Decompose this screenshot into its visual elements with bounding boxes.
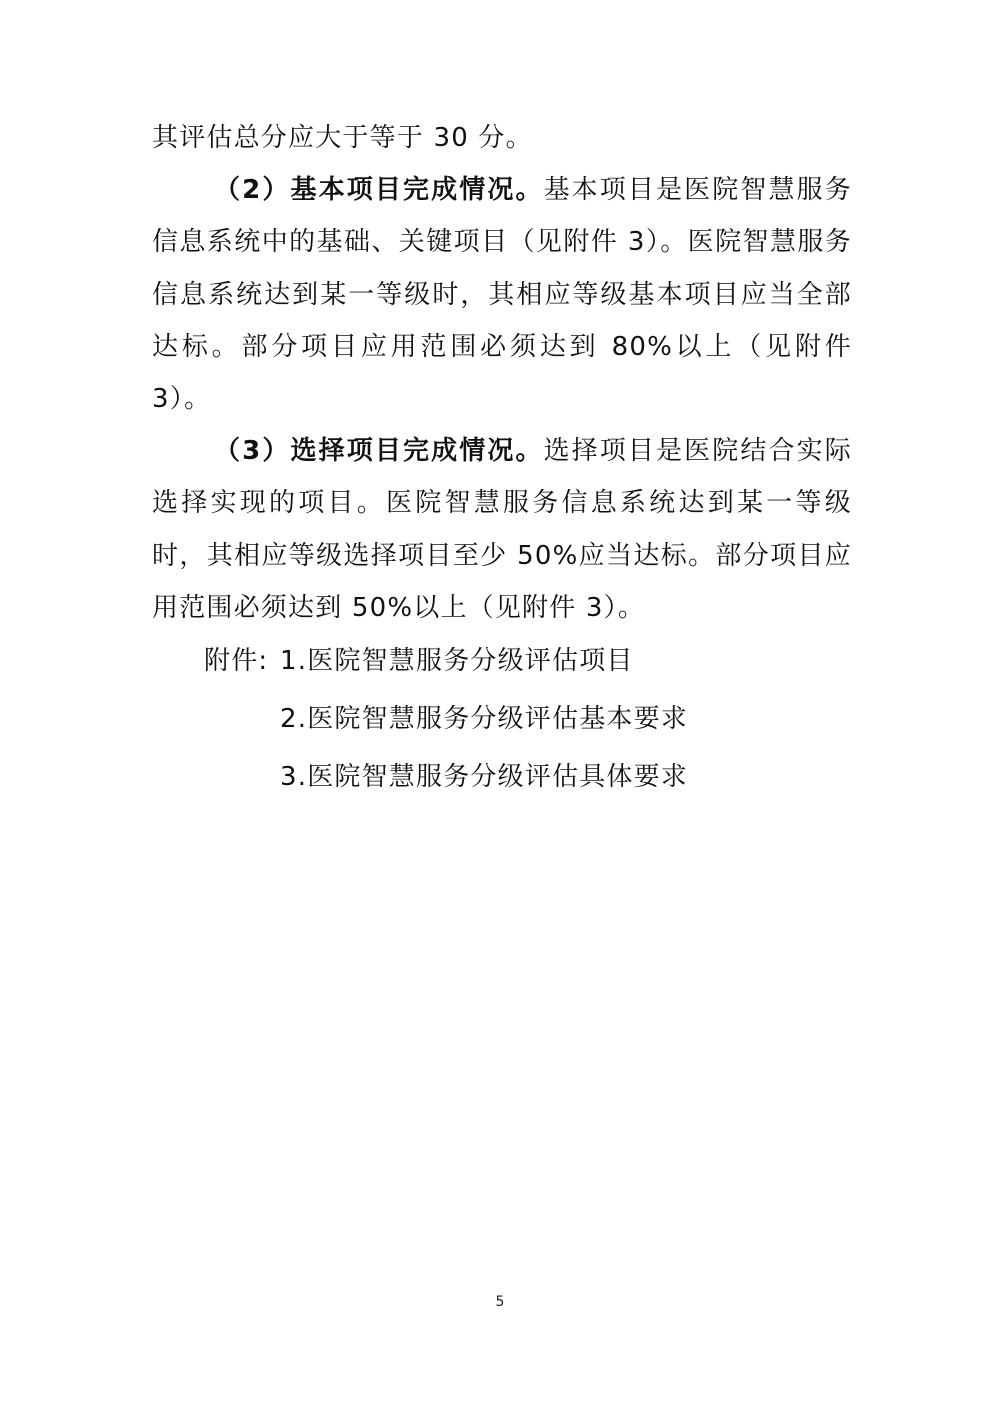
- attachment-item: [204, 690, 688, 748]
- paragraph-heading: （3）选择项目完成情况。: [214, 436, 544, 467]
- paragraph-basic-items: [152, 164, 852, 425]
- attachment-title: 1.医院智慧服务分级评估项目: [280, 646, 634, 676]
- attachments-list: [204, 632, 688, 806]
- paragraph-heading: （2）基本项目完成情况。: [214, 175, 544, 206]
- attachment-title: 2.医院智慧服务分级评估基本要求: [280, 704, 689, 734]
- paragraph-text: 基本项目是医院智慧服务信息系统中的基础、关键项目（见附件 3）。医院智慧服务信息系统达到某一等级时，其相应等级基本项目应当全部达标。部分项目应用范围必须达到 80%以上（见附件 3）。: [152, 175, 852, 415]
- page-number: 5: [495, 1294, 505, 1310]
- attachment-item: [204, 632, 688, 690]
- paragraph-text: 其评估总分应大于等于 30 分。: [152, 123, 533, 153]
- paragraph-text: 选择项目是医院结合实际选择实现的项目。医院智慧服务信息系统达到某一等级时，其相应等级选择项目至少 50%应当达标。部分项目应用范围必须达到 50%以上（见附件 3）。: [152, 436, 852, 623]
- attachment-item: [204, 748, 688, 806]
- attachments-label: 附件:: [204, 646, 269, 676]
- paragraph-continuation: [152, 112, 852, 164]
- attachment-title: 3.医院智慧服务分级评估具体要求: [280, 762, 689, 792]
- document-body: [152, 112, 852, 634]
- paragraph-optional-items: [152, 425, 852, 634]
